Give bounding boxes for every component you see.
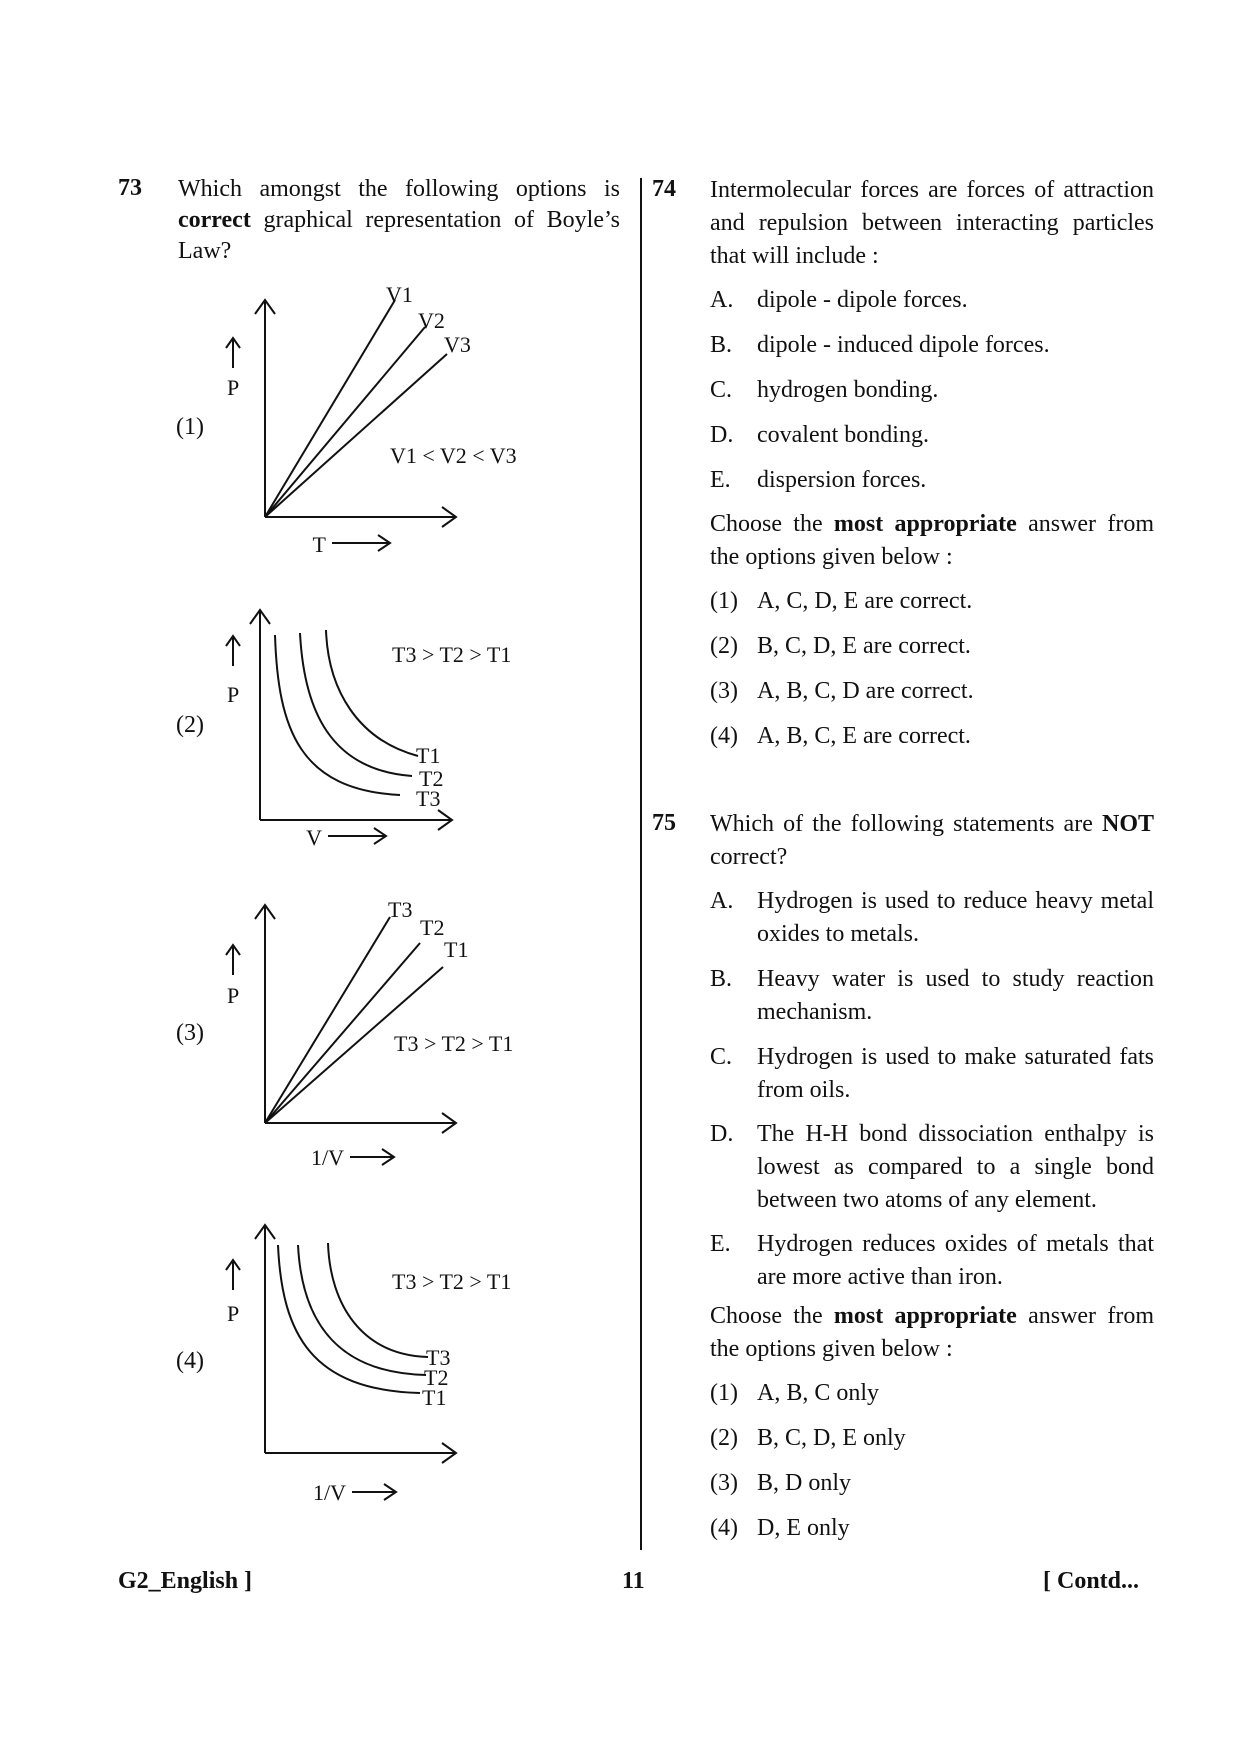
graph-option-label: (3) [176, 1020, 204, 1046]
option-text: D, E only [757, 1515, 850, 1541]
option-label: (2) [710, 633, 738, 659]
graph-option-label: (2) [176, 712, 204, 738]
y-axis-label: P [227, 682, 240, 707]
curve-label: T1 [416, 743, 441, 768]
column-divider [640, 178, 642, 1550]
footer-paper-code: G2_English ] [118, 1568, 253, 1594]
statement-text: Hydrogen reduces oxides of metals that are more active than iron. [757, 1231, 1154, 1290]
y-axis-label: P [227, 1301, 240, 1326]
question-text: Intermolecular forces are forces of attraction and repulsion between interacting particles that will include : [710, 177, 1154, 269]
statement-text: dipole - dipole forces. [757, 287, 968, 313]
question-number: 74 [652, 176, 676, 202]
curve-label: T1 [444, 937, 469, 962]
statement-label: A. [710, 287, 734, 313]
graph-4-p-vs-inverse-v [200, 1215, 512, 1515]
statement-label: B. [710, 966, 733, 992]
statement-label: C. [710, 1044, 733, 1070]
statement-label: B. [710, 332, 733, 358]
graph-3-p-vs-inverse-v [200, 895, 514, 1185]
condition-label: V1 < V2 < V3 [390, 443, 517, 468]
x-axis-label: V [306, 825, 322, 850]
curve-label: V2 [418, 308, 445, 333]
option-label: (4) [710, 723, 738, 749]
statement-text: covalent bonding. [757, 422, 929, 448]
question-text: Which of the following statements are NOT correct? [710, 811, 1154, 870]
curve-label: T2 [419, 766, 444, 791]
curve-label: T3 [416, 786, 441, 811]
condition-label: T3 > T2 > T1 [392, 642, 512, 667]
option-text: A, B, C, E are correct. [757, 723, 971, 749]
statement-text: hydrogen bonding. [757, 377, 939, 403]
option-text: B, C, D, E only [757, 1425, 906, 1451]
choose-instruction: Choose the most appropriate answer from the options given below : [710, 1303, 1154, 1362]
question-number: 73 [118, 175, 142, 201]
question-text: Which amongst the following options is correct graphical representation of Boyle’s Law? [178, 176, 620, 264]
footer-page-number: 11 [622, 1568, 645, 1594]
statement-text: Hydrogen is used to reduce heavy metal oxides to metals. [757, 888, 1154, 947]
option-label: (1) [710, 588, 738, 614]
statement-label: D. [710, 422, 734, 448]
option-label: (3) [710, 678, 738, 704]
option-text: A, C, D, E are correct. [757, 588, 973, 614]
statement-label: C. [710, 377, 733, 403]
graph-1-p-vs-t [200, 282, 517, 560]
statement-text: Heavy water is used to study reaction mechanism. [757, 966, 1154, 1025]
curve-label: T1 [422, 1385, 447, 1410]
statement-text: dipole - induced dipole forces. [757, 332, 1050, 358]
y-axis-label: P [227, 983, 240, 1008]
choose-instruction: Choose the most appropriate answer from the options given below : [710, 511, 1154, 570]
graph-option-label: (1) [176, 414, 204, 440]
curve-label: T3 [388, 897, 413, 922]
footer-continued: [ Contd... [1043, 1568, 1140, 1594]
statement-text: The H-H bond dissociation enthalpy is lowest as compared to a single bond between two atoms of any element. [757, 1121, 1154, 1213]
x-axis-label: T [312, 532, 326, 557]
graph-option-label: (4) [176, 1348, 204, 1374]
curve-label: T2 [424, 1365, 449, 1390]
option-text: B, D only [757, 1470, 852, 1496]
condition-label: T3 > T2 > T1 [394, 1031, 514, 1056]
statement-label: D. [710, 1121, 734, 1147]
statement-label: E. [710, 467, 731, 493]
option-text: B, C, D, E are correct. [757, 633, 971, 659]
statement-label: E. [710, 1231, 731, 1257]
question-number: 75 [652, 810, 676, 836]
option-label: (3) [710, 1470, 738, 1496]
graph-2-p-vs-v [200, 600, 512, 860]
curve-label: T3 [426, 1345, 451, 1370]
curve-label: V1 [386, 282, 413, 307]
statement-text: Hydrogen is used to make saturated fats from oils. [757, 1044, 1154, 1103]
y-axis-label: P [227, 375, 240, 400]
statement-text: dispersion forces. [757, 467, 927, 493]
condition-label: T3 > T2 > T1 [392, 1269, 512, 1294]
option-text: A, B, C, D are correct. [757, 678, 974, 704]
x-axis-label: 1/V [311, 1145, 344, 1170]
x-axis-label: 1/V [313, 1480, 346, 1505]
curve-label: V3 [444, 332, 471, 357]
statement-label: A. [710, 888, 734, 914]
option-text: A, B, C only [757, 1380, 880, 1406]
curve-label: T2 [420, 915, 445, 940]
option-label: (2) [710, 1425, 738, 1451]
option-label: (4) [710, 1515, 738, 1541]
option-label: (1) [710, 1380, 738, 1406]
